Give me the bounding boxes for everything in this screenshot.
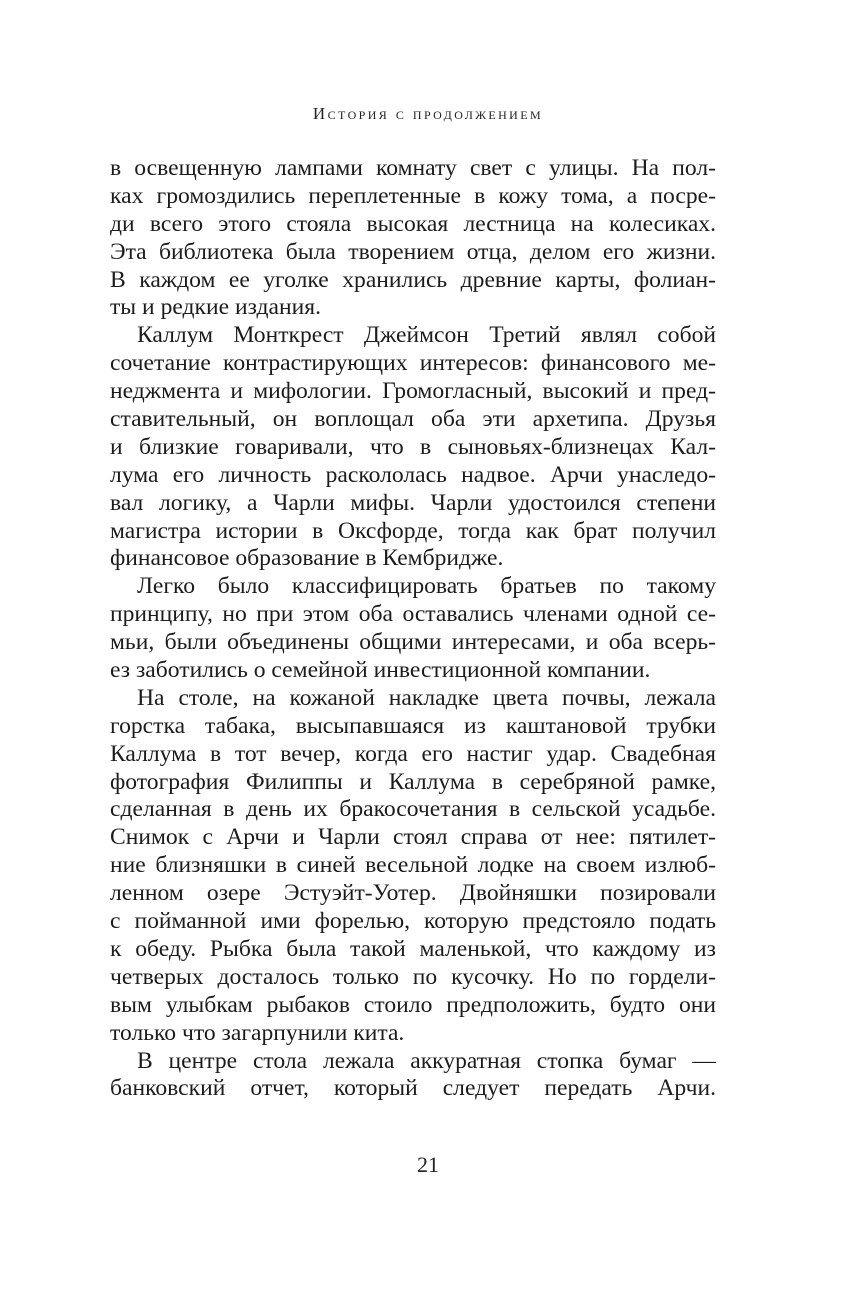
text-line: мьи, были объединены общими интересами, и оба всерь- (110, 629, 716, 656)
text-line: В каждом ее уголке хранились древние карты, фолиан- (110, 266, 716, 293)
text-line: четверых досталось только по кусочку. Но по гордели- (110, 963, 716, 990)
text-line: неджмента и мифологии. Громогласный, высокий и пред- (110, 378, 716, 405)
text-line: Снимок с Арчи и Чарли стоял справа от нее: пятилет- (110, 824, 716, 851)
text-line: сделанная в день их бракосочетания в сельской усадьбе. (110, 796, 716, 823)
body-text (110, 155, 716, 1103)
text-line: Легко было классифицировать братьев по такому (137, 573, 716, 600)
text-line: финансовое образование в Кембридже. (110, 545, 504, 572)
text-line: ди всего этого стояла высокая лестница на колесиках. (110, 210, 716, 237)
text-line: магистра истории в Оксфорде, тогда как брат получил (110, 517, 716, 544)
text-line: ленном озере Эстуэйт-Уотер. Двойняшки позировали (110, 880, 716, 907)
text-line: сочетание контрастирующих интересов: финансового ме- (110, 350, 716, 377)
text-line: фотография Филиппы и Каллума в серебряной рамке, (110, 768, 716, 795)
text-line: с пойманной ими форелью, которую предстояло подать (110, 908, 716, 935)
text-line: ез заботились о семейной инвестиционной компании. (110, 657, 651, 684)
text-line: вал логику, а Чарли мифы. Чарли удостоился степени (110, 489, 716, 516)
text-line: Эта библиотека была творением отца, делом его жизни. (110, 238, 716, 265)
page-number: 21 (417, 1152, 439, 1177)
text-line: к обеду. Рыбка была такой маленькой, что каждому из (110, 935, 716, 962)
text-line: горстка табака, высыпавшаяся из каштановой трубки (110, 712, 716, 739)
text-line: вым улыбкам рыбаков стоило предположить, будто они (110, 991, 716, 1018)
text-line: На столе, на кожаной накладке цвета почвы, лежала (137, 684, 716, 711)
text-line: ставительный, он воплощал оба эти архетипа. Друзья (110, 406, 716, 433)
text-line: ках громоздились переплетенные в кожу тома, а посре- (110, 182, 716, 209)
text-line: банковский отчет, который следует передать Арчи. (110, 1075, 716, 1102)
text-line: Каллум Монткрест Джеймсон Третий являл собой (137, 322, 716, 349)
text-line: только что загарпунили кита. (110, 1019, 405, 1046)
text-line: лума его личность раскололась надвое. Арчи унаследо- (110, 461, 716, 488)
text-line: ние близняшки в синей весельной лодке на своем излюб- (110, 852, 716, 879)
text-line: принципу, но при этом оба оставались членами одной се- (110, 601, 716, 628)
running-head: История с продолжением (312, 104, 544, 123)
text-line: в освещенную лампами комнату свет с улицы. На пол- (110, 155, 716, 181)
text-line: В центре стола лежала аккуратная стопка бумаг — (137, 1047, 716, 1074)
text-line: Каллума в тот вечер, когда его настиг удар. Свадебная (110, 740, 716, 767)
text-line: и близкие говаривали, что в сыновьях-близнецах Кал- (110, 433, 716, 460)
text-line: ты и редкие издания. (110, 294, 322, 321)
